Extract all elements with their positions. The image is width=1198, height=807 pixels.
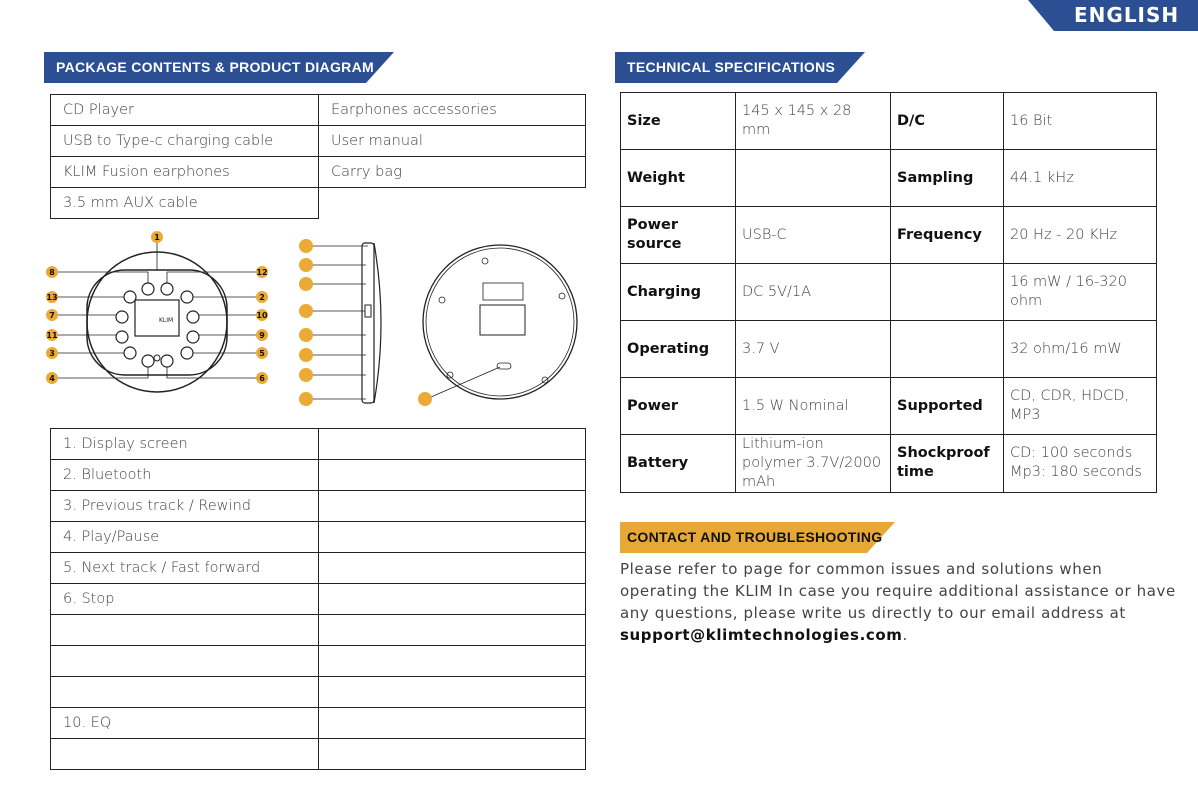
support-email-link[interactable]: support@klimtechnologies.com xyxy=(620,626,903,644)
language-tab xyxy=(1028,0,1198,31)
table-cell: User manual xyxy=(319,126,586,157)
table-row xyxy=(51,126,586,157)
back-view xyxy=(423,245,577,399)
tech-specs-table xyxy=(620,92,1157,493)
package-contents-title: PACKAGE CONTENTS & PRODUCT DIAGRAM xyxy=(56,59,374,75)
spec-value: Lithium-ion polymer 3.7V/2000 mAh xyxy=(736,435,891,493)
table-cell: 3.5 mm AUX cable xyxy=(51,188,319,219)
table-cell xyxy=(319,708,586,739)
side-view xyxy=(308,243,381,403)
spec-key: Supported xyxy=(891,378,1004,435)
table-row xyxy=(621,150,1157,207)
spec-key: Battery xyxy=(621,435,736,493)
spec-value xyxy=(736,150,891,207)
contact-period: . xyxy=(902,626,908,644)
spec-value: CD: 100 seconds Mp3: 180 seconds xyxy=(1004,435,1157,493)
spec-value: 16 Bit xyxy=(1004,93,1157,150)
spec-value: 1.5 W Nominal xyxy=(736,378,891,435)
table-cell xyxy=(51,739,319,770)
tech-specs-banner xyxy=(615,52,865,83)
table-row xyxy=(51,584,586,615)
back-marker xyxy=(418,392,432,406)
spec-key xyxy=(891,264,1004,321)
table-cell: 3. Previous track / Rewind xyxy=(51,491,319,522)
marker-label: 2 xyxy=(259,293,265,302)
marker-label: 9 xyxy=(259,331,265,340)
contact-paragraph xyxy=(620,558,1180,646)
table-row xyxy=(51,429,586,460)
table-row xyxy=(51,615,586,646)
marker-label: 8 xyxy=(49,268,55,277)
table-row xyxy=(51,460,586,491)
table-row xyxy=(51,188,586,219)
product-diagram xyxy=(40,225,600,415)
marker-label: 7 xyxy=(49,311,55,320)
table-cell xyxy=(319,491,586,522)
table-row xyxy=(51,553,586,584)
table-cell xyxy=(319,460,586,491)
table-row xyxy=(51,157,586,188)
marker-label: 5 xyxy=(259,349,265,358)
package-contents-banner xyxy=(44,52,394,83)
table-cell xyxy=(319,522,586,553)
spec-key: Frequency xyxy=(891,207,1004,264)
table-cell: 10. EQ xyxy=(51,708,319,739)
table-row xyxy=(621,264,1157,321)
marker-label: 12 xyxy=(256,268,268,277)
table-row xyxy=(621,378,1157,435)
table-cell xyxy=(319,584,586,615)
spec-value: 3.7 V xyxy=(736,321,891,378)
contact-banner xyxy=(620,522,895,553)
spec-key: Shockproof time xyxy=(891,435,1004,493)
spec-key: Power source xyxy=(621,207,736,264)
table-cell xyxy=(319,677,586,708)
spec-key: D/C xyxy=(891,93,1004,150)
table-cell: USB to Type-c charging cable xyxy=(51,126,319,157)
marker-label: 3 xyxy=(49,349,55,358)
table-cell: KLIM Fusion earphones xyxy=(51,157,319,188)
package-contents-table xyxy=(50,94,586,219)
table-row xyxy=(621,93,1157,150)
table-cell: 6. Stop xyxy=(51,584,319,615)
table-cell xyxy=(319,739,586,770)
spec-key: Size xyxy=(621,93,736,150)
marker-label: 11 xyxy=(46,331,58,340)
brand-label: KLIM xyxy=(159,317,174,324)
table-cell xyxy=(319,188,586,219)
language-label: ENGLISH xyxy=(1074,3,1180,27)
table-row xyxy=(51,95,586,126)
marker-label: 13 xyxy=(46,293,58,302)
spec-key: Sampling xyxy=(891,150,1004,207)
table-cell: 1. Display screen xyxy=(51,429,319,460)
table-cell xyxy=(51,677,319,708)
spec-value: CD, CDR, HDCD, MP3 xyxy=(1004,378,1157,435)
table-row xyxy=(51,491,586,522)
side-markers xyxy=(299,239,313,406)
table-cell: Earphones accessories xyxy=(319,95,586,126)
table-row xyxy=(621,321,1157,378)
table-row xyxy=(51,677,586,708)
spec-value: 16 mW / 16-320 ohm xyxy=(1004,264,1157,321)
table-cell xyxy=(319,646,586,677)
spec-value: USB-C xyxy=(736,207,891,264)
spec-key: Power xyxy=(621,378,736,435)
spec-value: 32 ohm/16 mW xyxy=(1004,321,1157,378)
table-row xyxy=(51,708,586,739)
spec-key xyxy=(891,321,1004,378)
contact-text: Please refer to page for common issues and solutions when operating the KLIM In case you require additional assistance or have any questions, please write us directly to our email address at xyxy=(620,560,1176,622)
table-cell xyxy=(51,615,319,646)
spec-key: Operating xyxy=(621,321,736,378)
table-row xyxy=(51,646,586,677)
button-legend-table xyxy=(50,428,586,770)
table-cell xyxy=(319,553,586,584)
table-cell: 2. Bluetooth xyxy=(51,460,319,491)
spec-value: DC 5V/1A xyxy=(736,264,891,321)
table-row xyxy=(51,739,586,770)
table-row xyxy=(621,435,1157,493)
spec-value: 20 Hz - 20 KHz xyxy=(1004,207,1157,264)
spec-key: Charging xyxy=(621,264,736,321)
table-cell: 5. Next track / Fast forward xyxy=(51,553,319,584)
table-row xyxy=(51,522,586,553)
table-cell xyxy=(319,429,586,460)
marker-label: 10 xyxy=(256,311,268,320)
contact-title: CONTACT AND TROUBLESHOOTING xyxy=(627,529,883,545)
table-cell: CD Player xyxy=(51,95,319,126)
spec-key: Weight xyxy=(621,150,736,207)
spec-value: 145 x 145 x 28 mm xyxy=(736,93,891,150)
marker-label: 6 xyxy=(259,374,265,383)
table-cell xyxy=(51,646,319,677)
tech-specs-title: TECHNICAL SPECIFICATIONS xyxy=(627,59,836,75)
marker-label: 4 xyxy=(49,374,55,383)
marker-label: 1 xyxy=(154,233,160,242)
table-row xyxy=(621,207,1157,264)
spec-value: 44.1 kHz xyxy=(1004,150,1157,207)
table-cell: 4. Play/Pause xyxy=(51,522,319,553)
table-cell xyxy=(319,615,586,646)
table-cell: Carry bag xyxy=(319,157,586,188)
